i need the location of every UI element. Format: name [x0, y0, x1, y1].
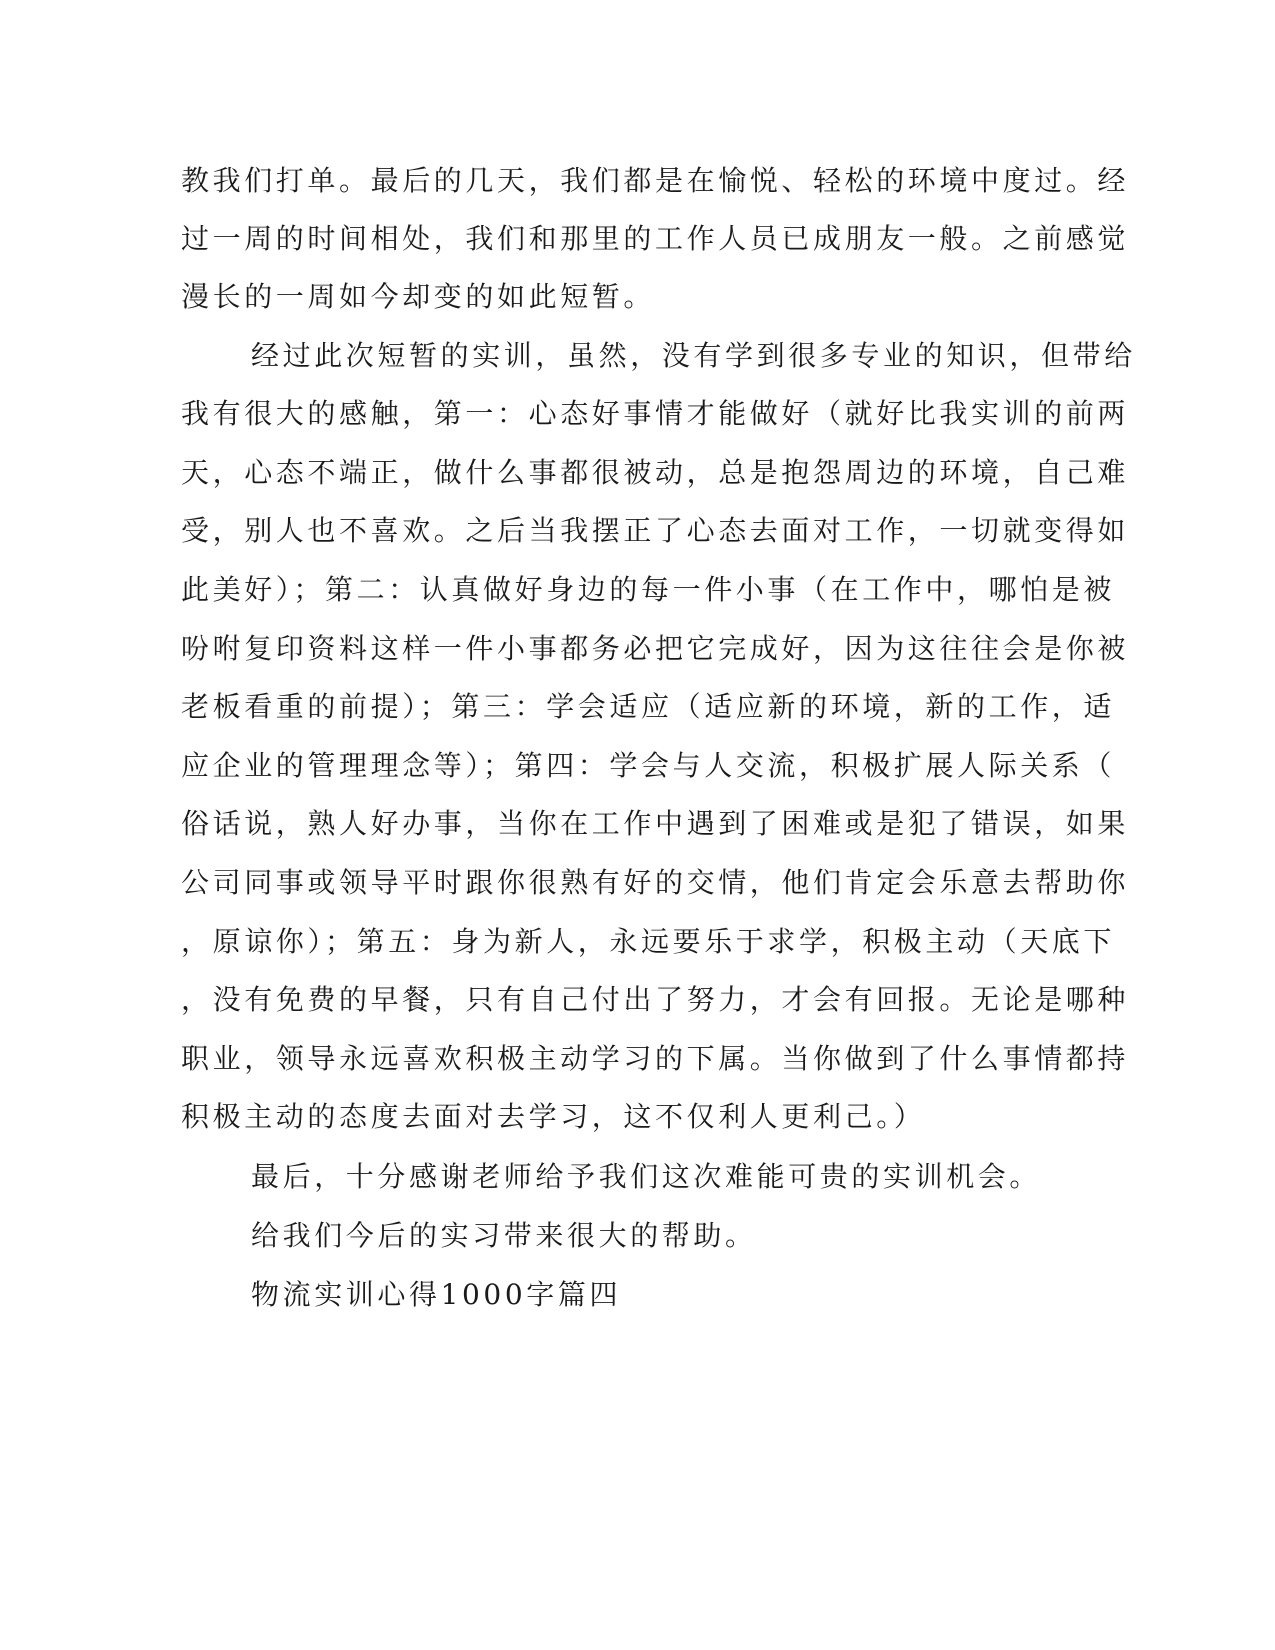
paragraph-line: 过一周的时间相处，我们和那里的工作人员已成朋友一般。之前感觉 — [181, 222, 1130, 255]
paragraph-line: 此美好）；第二：认真做好身边的每一件小事（在工作中，哪怕是被 — [181, 573, 1116, 606]
paragraph-line: 最后，十分感谢老师给予我们这次难能可贵的实训机会。 — [251, 1160, 1042, 1193]
paragraph-line: 老板看重的前提）；第三：学会适应（适应新的环境，新的工作，适 — [181, 690, 1116, 723]
paragraph-line: 给我们今后的实习带来很大的帮助。 — [251, 1219, 757, 1252]
paragraph-line: ，没有免费的早餐，只有自己付出了努力，才会有回报。无论是哪种 — [181, 983, 1130, 1016]
paragraph-line: 天，心态不端正，做什么事都很被动，总是抱怨周边的环境，自己难 — [181, 456, 1130, 489]
paragraph-line: 吩咐复印资料这样一件小事都务必把它完成好，因为这往往会是你被 — [181, 632, 1130, 665]
paragraph-line: 漫长的一周如今却变的如此短暂。 — [181, 280, 656, 313]
paragraph-line: 公司同事或领导平时跟你很熟有好的交情，他们肯定会乐意去帮助你 — [181, 866, 1130, 899]
paragraph-line: 经过此次短暂的实训，虽然，没有学到很多专业的知识，但带给 — [251, 339, 1136, 372]
paragraph-line: 应企业的管理理念等）；第四：学会与人交流，积极扩展人际关系（ — [181, 749, 1116, 782]
paragraph-line: ，原谅你）；第五：身为新人，永远要乐于求学，积极主动（天底下 — [181, 925, 1116, 958]
paragraph-line: 教我们打单。最后的几天，我们都是在愉悦、轻松的环境中度过。经 — [181, 164, 1130, 197]
paragraph-line: 俗话说，熟人好办事，当你在工作中遇到了困难或是犯了错误，如果 — [181, 807, 1130, 840]
paragraph-line: 我有很大的感触，第一：心态好事情才能做好（就好比我实训的前两 — [181, 397, 1130, 430]
paragraph-line: 受，别人也不喜欢。之后当我摆正了心态去面对工作，一切就变得如 — [181, 514, 1130, 547]
section-heading: 物流实训心得1000字篇四 — [251, 1278, 622, 1311]
paragraph-line: 职业，领导永远喜欢积极主动学习的下属。当你做到了什么事情都持 — [181, 1042, 1130, 1075]
paragraph-line: 积极主动的态度去面对去学习，这不仅利人更利己。） — [181, 1100, 926, 1133]
